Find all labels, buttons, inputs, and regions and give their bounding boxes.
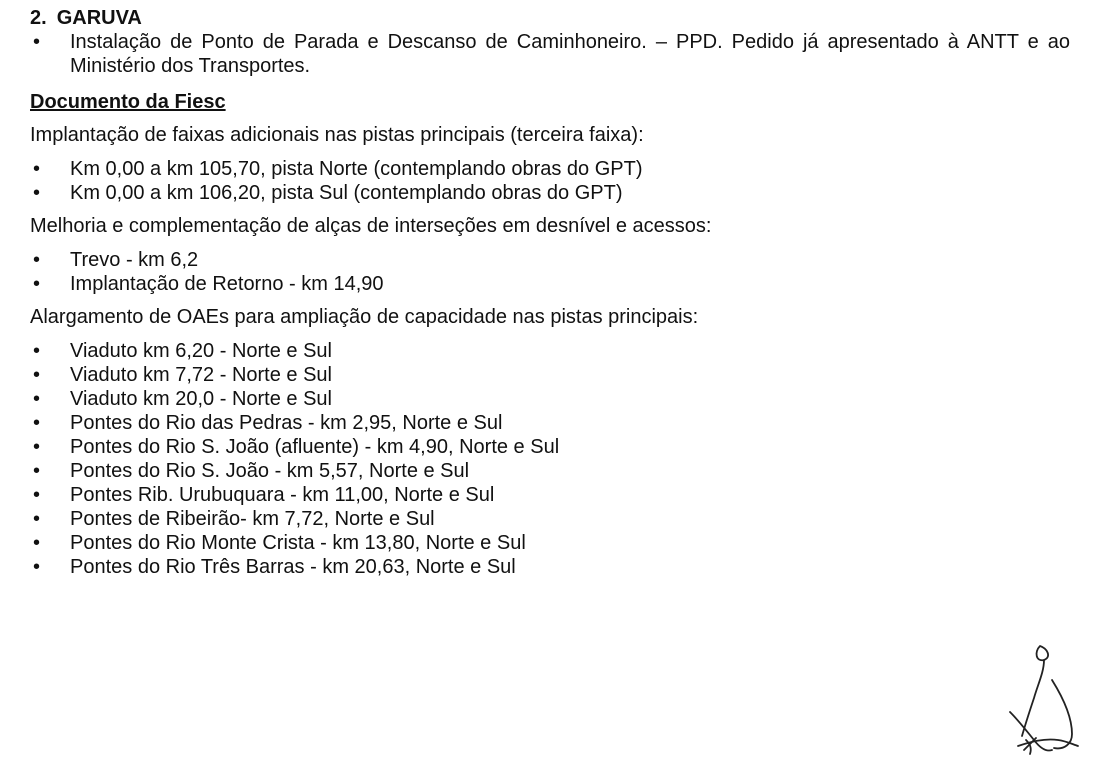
list-item-text: Pontes do Rio S. João - km 5,57, Norte e Sul <box>70 460 470 482</box>
list-item <box>30 411 1070 435</box>
bullet-icon: • <box>33 508 41 530</box>
bullet-icon: • <box>33 436 41 458</box>
bullet-icon: • <box>33 340 41 362</box>
list-item-text: Pontes do Rio S. João (afluente) - km 4,90, Norte e Sul <box>70 436 560 458</box>
bullet-icon: • <box>33 412 41 434</box>
list-item <box>30 531 1070 555</box>
list-item-text: Viaduto km 7,72 - Norte e Sul <box>70 364 332 386</box>
list-item <box>30 435 1070 459</box>
bullet-icon: • <box>33 31 41 53</box>
list-item <box>30 507 1070 531</box>
list-item <box>30 157 1070 181</box>
bullet-icon: • <box>33 484 41 506</box>
section-title: GARUVA <box>56 7 142 29</box>
bullet-icon: • <box>33 532 41 554</box>
bullet-icon: • <box>33 158 41 180</box>
list-item <box>30 248 1070 272</box>
list-item <box>30 339 1070 363</box>
list-item-text: Pontes do Rio das Pedras - km 2,95, Norte e Sul <box>70 412 503 434</box>
list-item-text: Km 0,00 a km 106,20, pista Sul (contemplando obras do GPT) <box>70 182 623 204</box>
list-item-text: Viaduto km 6,20 - Norte e Sul <box>70 340 332 362</box>
list-item <box>30 363 1070 387</box>
document-page <box>30 6 1070 579</box>
group-heading-faixas: Implantação de faixas adicionais nas pistas principais (terceira faixa): <box>30 124 644 146</box>
list-item-text: Trevo - km 6,2 <box>70 249 199 271</box>
document-title: Documento da Fiesc <box>30 91 226 113</box>
list-item-text: Pontes Rib. Urubuquara - km 11,00, Norte e Sul <box>70 484 495 506</box>
bullet-icon: • <box>33 249 41 271</box>
bullet-icon: • <box>33 556 41 578</box>
group-heading-alcas: Melhoria e complementação de alças de interseções em desnível e acessos: <box>30 215 712 237</box>
list-item-text: Pontes de Ribeirão- km 7,72, Norte e Sul <box>70 508 435 530</box>
list-item-text: Pontes do Rio Monte Crista - km 13,80, Norte e Sul <box>70 532 526 554</box>
section-heading <box>30 6 1070 30</box>
group-list-oaes <box>30 339 1070 579</box>
list-item-text: Implantação de Retorno - km 14,90 <box>70 273 384 295</box>
intro-list <box>30 30 1070 78</box>
list-item <box>30 181 1070 205</box>
handwritten-signature <box>1000 640 1080 760</box>
list-item-text: Viaduto km 20,0 - Norte e Sul <box>70 388 332 410</box>
list-item <box>30 483 1070 507</box>
bullet-icon: • <box>33 182 41 204</box>
bullet-icon: • <box>33 364 41 386</box>
list-item <box>30 387 1070 411</box>
list-item <box>30 30 1070 78</box>
bullet-icon: • <box>33 460 41 482</box>
bullet-icon: • <box>33 273 41 295</box>
group-list-faixas <box>30 157 1070 205</box>
list-item-text: Pontes do Rio Três Barras - km 20,63, Norte e Sul <box>70 556 516 578</box>
list-item <box>30 555 1070 579</box>
list-item-text: Km 0,00 a km 105,70, pista Norte (contemplando obras do GPT) <box>70 158 643 180</box>
list-item <box>30 272 1070 296</box>
list-item <box>30 459 1070 483</box>
section-number: 2. <box>30 7 47 29</box>
bullet-icon: • <box>33 388 41 410</box>
group-heading-oaes: Alargamento de OAEs para ampliação de capacidade nas pistas principais: <box>30 306 699 328</box>
group-list-alcas <box>30 248 1070 296</box>
list-item-text: Instalação de Ponto de Parada e Descanso de Caminhoneiro. – PPD. Pedido já apresentado à ANTT e ao Ministério dos Transportes. <box>70 31 1070 77</box>
